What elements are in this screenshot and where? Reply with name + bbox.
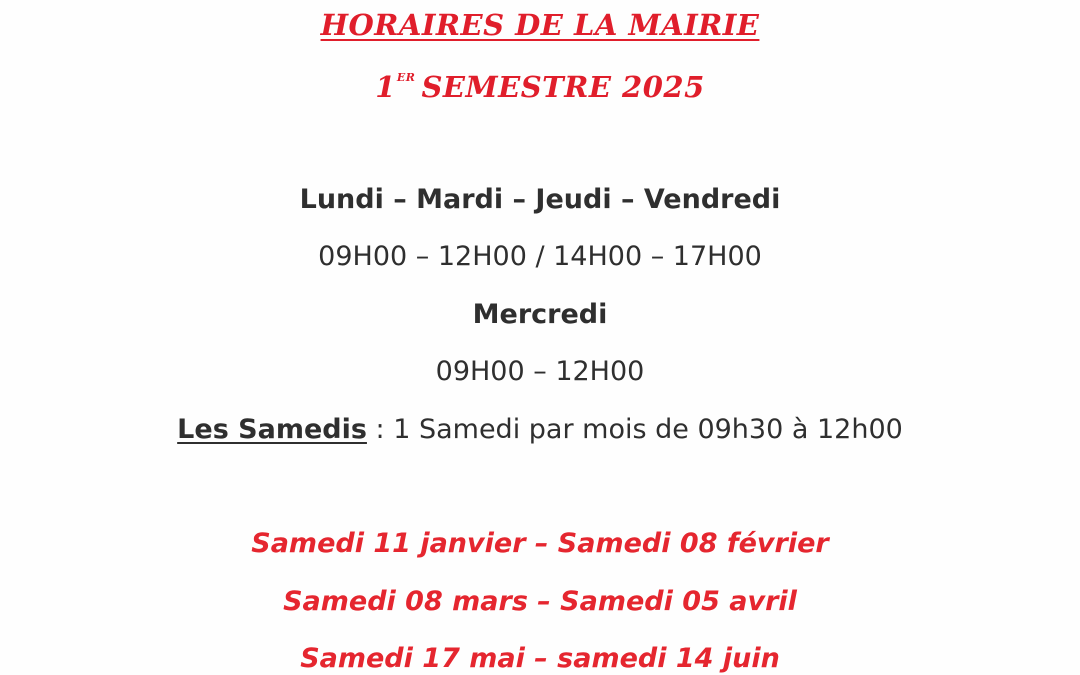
saturday-dates-line: Samedi 11 janvier – Samedi 08 février: [251, 528, 829, 559]
wednesday-hours: 09H00 – 12H00: [435, 356, 645, 387]
page-title-text: HORAIRES DE LA MAIRIE: [320, 8, 760, 42]
semester-suffix: ER: [396, 71, 416, 84]
semester-heading: [0, 70, 1080, 104]
saturday-dates-line: Samedi 08 mars – Samedi 05 avril: [283, 586, 797, 617]
saturday-dates-line: Samedi 17 mai – samedi 14 juin: [300, 643, 780, 674]
semester-number: 1: [375, 70, 396, 104]
saturdays-line: [0, 414, 1080, 445]
saturdays-text: : 1 Samedi par mois de 09h30 à 12h00: [366, 414, 903, 445]
page-title: [0, 8, 1080, 42]
saturdays-label: Les Samedis: [177, 414, 367, 445]
weekdays-label: Lundi – Mardi – Jeudi – Vendredi: [299, 184, 781, 215]
wednesday-label: Mercredi: [472, 299, 608, 330]
weekdays-hours: 09H00 – 12H00 / 14H00 – 17H00: [318, 241, 762, 272]
semester-label: SEMESTRE 2025: [421, 70, 705, 104]
